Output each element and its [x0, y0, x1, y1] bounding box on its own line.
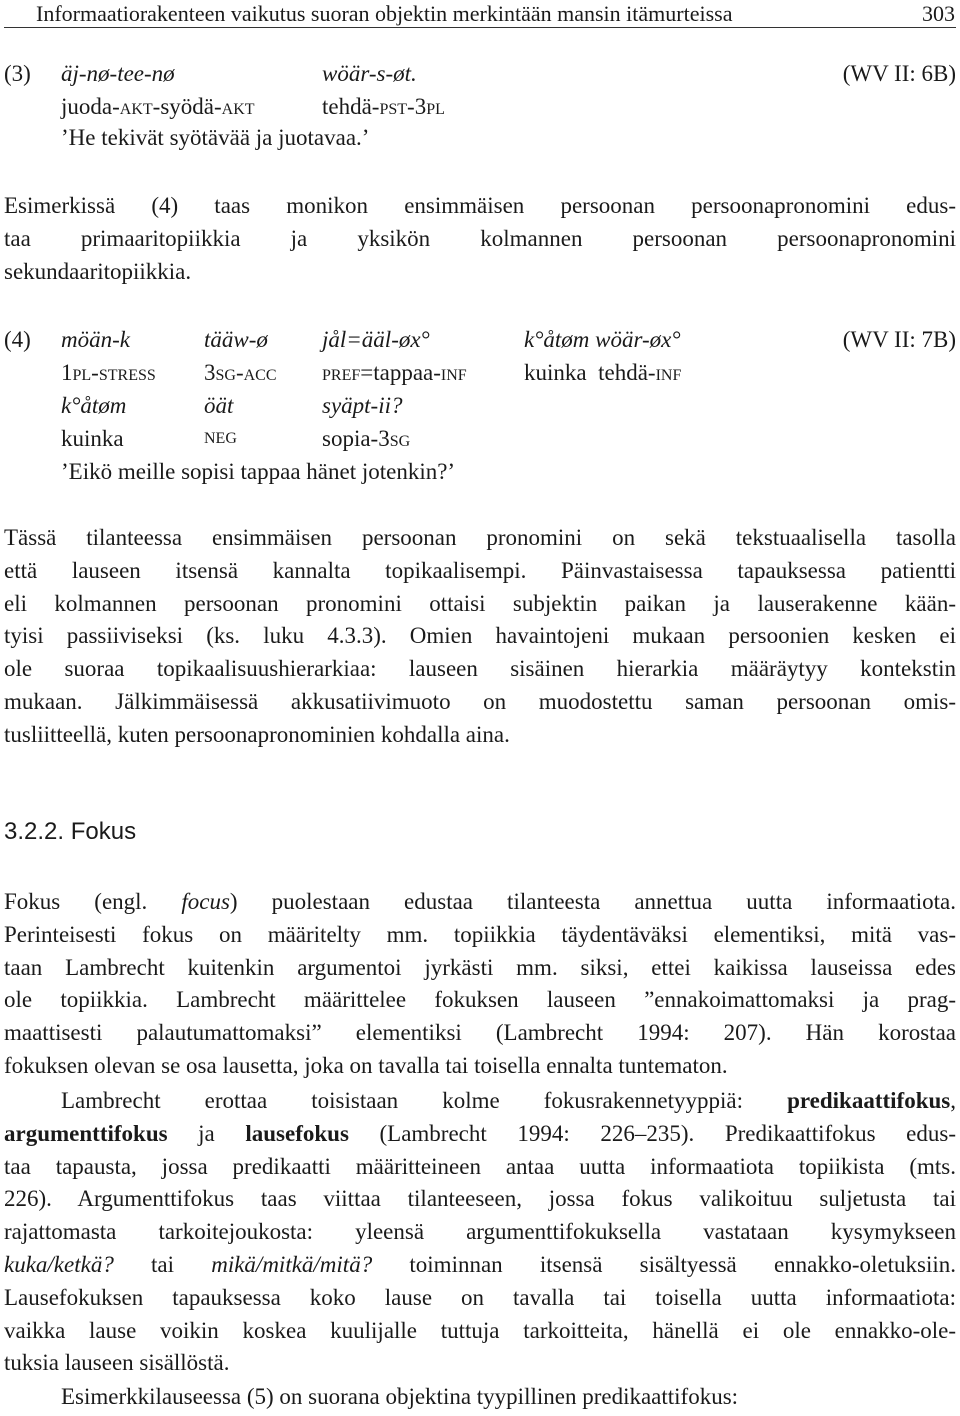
text-line: tusliitteellä, kuten persoonapronominien kohdalla aina. [4, 721, 510, 747]
text-line: taa tapausta, jossa predikaatti määritteineen antaa uutta informaatiota topiikista (mts. [4, 1153, 956, 1179]
gloss-line: sopia-3SG [322, 426, 411, 451]
text-line: Lambrecht erottaa toisistaan kolme fokusrakennetyyppiä: predikaattifokus, [61, 1088, 956, 1113]
emphasis: kuka/ketkä? [4, 1251, 114, 1277]
paragraph [4, 190, 956, 288]
paragraph [4, 1085, 956, 1380]
gloss-line: kuinka [61, 426, 124, 451]
emphasis: mikä/mitkä/mitä? [211, 1251, 373, 1277]
paragraph [4, 886, 956, 1083]
gloss-word: k°åtøm [61, 393, 127, 418]
example-3 [4, 57, 956, 157]
text-line: 226). Argumenttifokus taas viittaa tilanteeseen, jossa fokus valikoituu suljetusta tai [4, 1186, 956, 1212]
text-line: Fokus (engl. focus) puolestaan edustaa tilanteesta annettua uutta informaatiota. [4, 889, 956, 914]
section-heading: 3.2.2. Fokus [4, 818, 137, 845]
bold-term: lausefokus [245, 1120, 349, 1146]
gloss-line: PREF=tappaa-INF [322, 360, 467, 385]
text-line: tuksia lauseen sisällöstä. [4, 1350, 230, 1376]
example-4 [4, 323, 956, 488]
running-header [4, 0, 956, 28]
text-line: Lausefokuksen tapauksessa koko lause on tavalla tai toisella uutta informaatiota: [4, 1284, 956, 1310]
gloss-word: syäpt-ii? [322, 393, 403, 418]
gloss-word: k°åtøm wöär-øx° [524, 327, 681, 352]
text-line: tyisi passiiviseksi (ks. luku 4.3.3). Omien havaintojeni mukaan persoonien kesken ei [4, 623, 956, 649]
gloss-line: juoda-AKT-syödä-AKT [61, 94, 255, 119]
text-line: ole topiikkia. Lambrecht määrittelee fokuksen lauseen ”ennakoimattomaksi ja prag- [4, 987, 956, 1013]
bold-term: predikaattifokus [787, 1088, 951, 1113]
text-line: maattisesti palautumattomaksi” elementiksi (Lambrecht 1994: 207). Hän korostaa [4, 1020, 956, 1046]
example-source: (WV II: 6B) [842, 61, 956, 86]
text-line: taan Lambrecht kuitenkin argumentoi jyrkästi mm. siksi, ettei kaikissa lauseissa edes [4, 954, 956, 980]
gloss-word: äj-nø-tee-nø [61, 61, 175, 86]
emphasis: focus [181, 889, 230, 914]
gloss-word: wöär-s-øt. [322, 61, 417, 86]
gloss-line: kuinka tehdä-INF [524, 360, 682, 385]
example-translation: ’He tekivät syötävää ja juotavaa.’ [61, 125, 370, 150]
gloss-line: NEG [204, 430, 237, 447]
gloss-line: 1PL-STRESS [61, 360, 156, 385]
text-line: rajattomasta tarkoitejoukosta: yleensä argumenttifokuksella vastataan kysymykseen [4, 1219, 956, 1245]
bold-term: argumenttifokus [4, 1120, 168, 1146]
gloss-word: jål=ääl-øx° [322, 327, 430, 352]
running-title: Informaatiorakenteen vaikutus suoran objektin merkintään mansin itämurteissa [36, 1, 733, 26]
paragraph [4, 522, 956, 752]
text-line: vaikka lause voikin koskea kuulijalle tuttuja tarkoitteita, hänellä ei ole ennakko-ole- [4, 1317, 956, 1343]
text-line: mukaan. Jälkimmäisessä akkusatiivimuoto on muodostettu saman persoonan omis- [4, 688, 956, 714]
gloss-line: 3SG-ACC [204, 360, 277, 385]
text-line: eli kolmannen persoonan pronomini ottaisi subjektin paikan ja lauserakenne kään- [4, 590, 956, 616]
gloss-word: möän-k [61, 327, 130, 352]
text-line: argumenttifokus ja lausefokus (Lambrecht 1994: 226–235). Predikaattifokus edus- [4, 1120, 957, 1146]
text-line: Esimerkkilauseessa (5) on suorana objektina tyypillinen predikaattifokus: [61, 1384, 739, 1409]
text-line: taa primaaritopiikkia ja yksikön kolmannen persoonan persoonapronomini [4, 225, 956, 251]
page-number: 303 [922, 1, 955, 26]
text-line: sekundaaritopiikkia. [4, 258, 192, 284]
paragraph [4, 1381, 956, 1414]
text-line: Esimerkissä (4) taas monikon ensimmäisen persoonan persoonapronomini edus- [4, 193, 956, 218]
gloss-word: öät [204, 393, 234, 418]
gloss-line: tehdä-PST-3PL [322, 94, 445, 119]
example-translation: ’Eikö meille sopisi tappaa hänet jotenkin?’ [61, 459, 456, 484]
text-line: Tässä tilanteessa ensimmäisen persoonan pronomini on sekä tekstuaalisella tasolla [4, 525, 956, 550]
text-line: ole suoraa topikaalisuushierarkiaa: lauseen sisäinen hierarkia määräytyy kontekstin [4, 656, 956, 682]
text-line: Perinteisesti fokus on määritelty mm. topiikkia täydentäväksi elementiksi, mitä vas- [4, 921, 956, 947]
text-line: että lauseen itsensä kannalta topikaalisempi. Päinvastaisessa tapauksessa patientti [4, 557, 956, 583]
example-number: (4) [4, 327, 31, 352]
text-line: fokuksen olevan se osa lausetta, joka on tavalla tai toisella ennalta tuntematon. [4, 1052, 728, 1078]
gloss-word: tääw-ø [204, 327, 268, 352]
text-line: kuka/ketkä? tai mikä/mitkä/mitä? toiminnan itsensä sisältyessä ennakko-oletuksiin. [4, 1251, 956, 1277]
example-source: (WV II: 7B) [842, 327, 956, 352]
example-number: (3) [4, 61, 31, 86]
